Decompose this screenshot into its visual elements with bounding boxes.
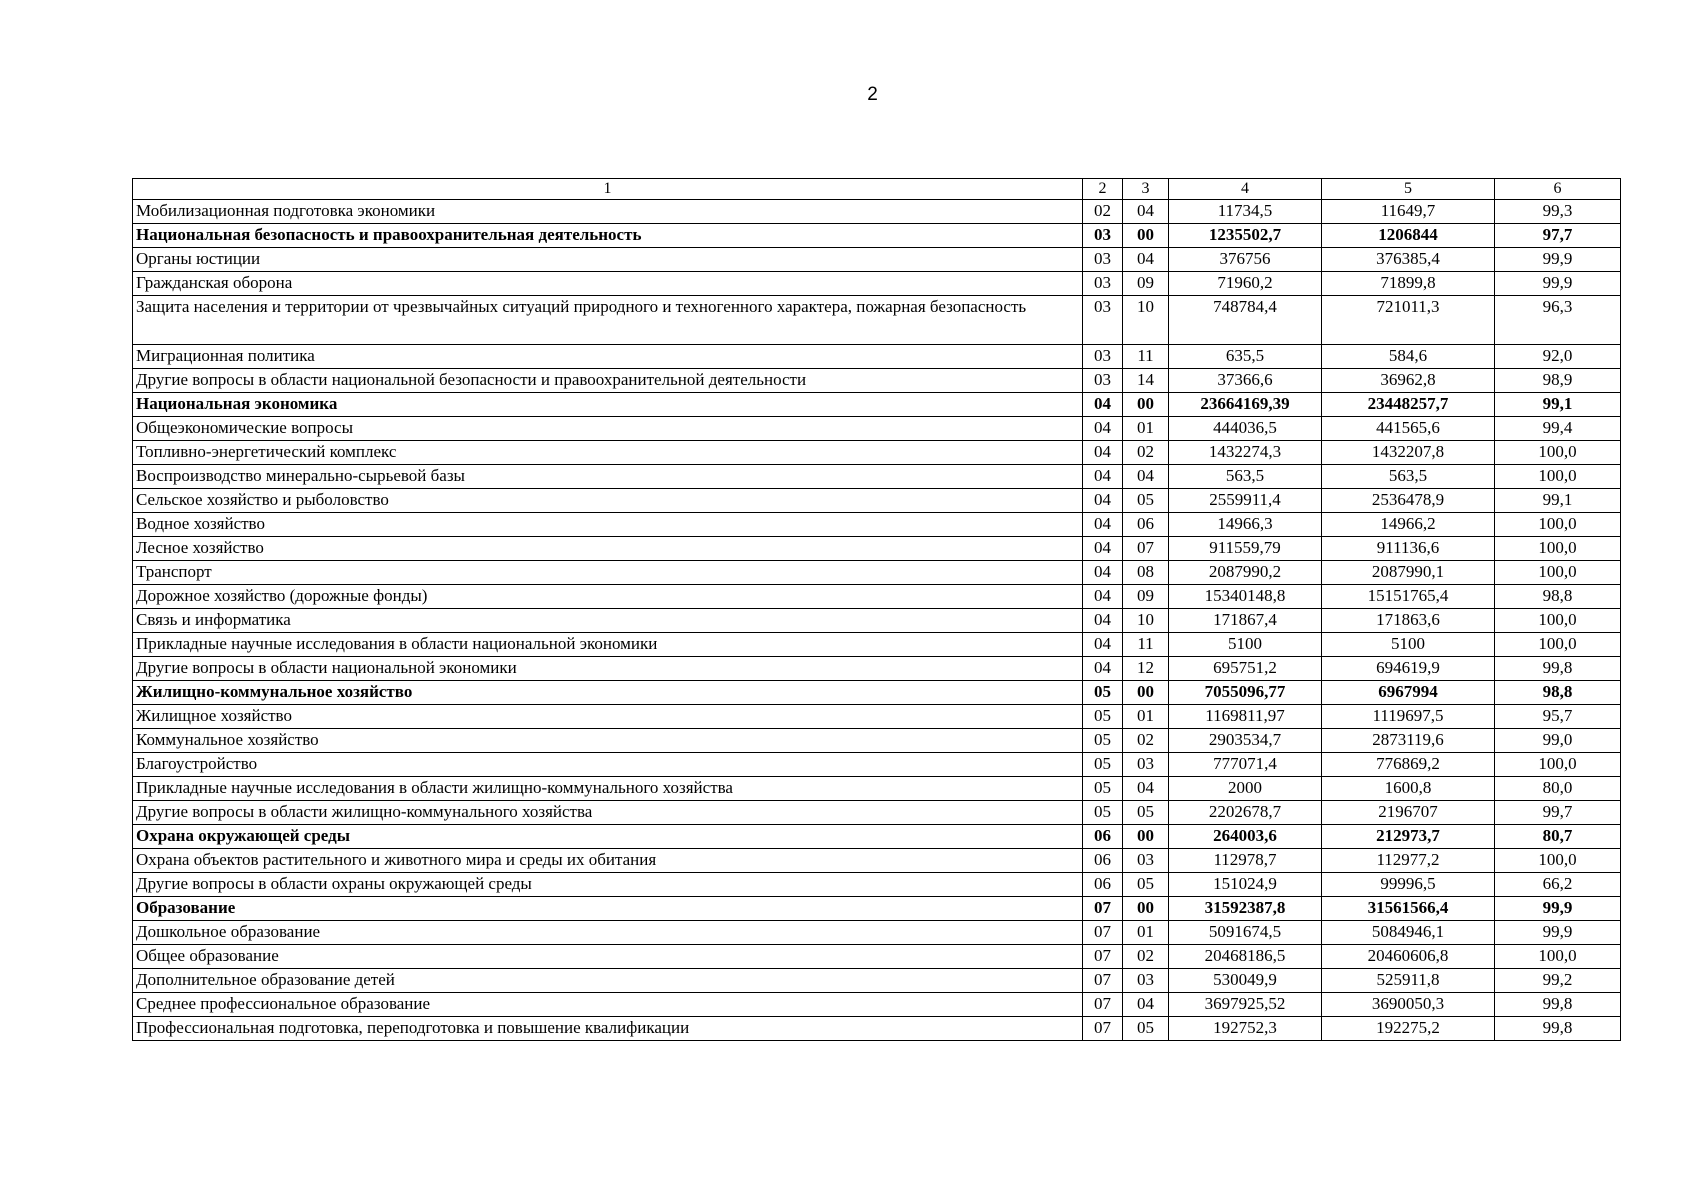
row-actual-value: 6967994 [1322, 681, 1495, 705]
row-percent: 99,4 [1495, 417, 1621, 441]
row-subsection-code: 00 [1123, 393, 1169, 417]
row-name: Профессиональная подготовка, переподготовка и повышение квалификации [133, 1017, 1083, 1041]
row-section-code: 07 [1083, 993, 1123, 1017]
row-actual-value: 20460606,8 [1322, 945, 1495, 969]
row-planned-value: 5091674,5 [1169, 921, 1322, 945]
row-percent: 80,7 [1495, 825, 1621, 849]
row-subsection-code: 02 [1123, 441, 1169, 465]
row-percent: 100,0 [1495, 441, 1621, 465]
row-percent: 99,1 [1495, 393, 1621, 417]
row-planned-value: 376756 [1169, 248, 1322, 272]
row-name: Коммунальное хозяйство [133, 729, 1083, 753]
row-section-code: 04 [1083, 417, 1123, 441]
row-subsection-code: 10 [1123, 296, 1169, 345]
row-percent: 99,8 [1495, 993, 1621, 1017]
row-name: Мобилизационная подготовка экономики [133, 200, 1083, 224]
row-name: Связь и информатика [133, 609, 1083, 633]
row-subsection-code: 06 [1123, 513, 1169, 537]
row-planned-value: 695751,2 [1169, 657, 1322, 681]
row-subsection-code: 00 [1123, 825, 1169, 849]
row-actual-value: 171863,6 [1322, 609, 1495, 633]
row-name: Лесное хозяйство [133, 537, 1083, 561]
table-header [133, 179, 1621, 200]
row-section-code: 07 [1083, 945, 1123, 969]
header-col-4: 4 [1169, 179, 1322, 200]
row-subsection-code: 11 [1123, 345, 1169, 369]
table-row [133, 489, 1621, 513]
row-actual-value: 36962,8 [1322, 369, 1495, 393]
row-actual-value: 911136,6 [1322, 537, 1495, 561]
row-percent: 99,0 [1495, 729, 1621, 753]
table-row [133, 993, 1621, 1017]
row-planned-value: 635,5 [1169, 345, 1322, 369]
row-subsection-code: 05 [1123, 489, 1169, 513]
row-planned-value: 171867,4 [1169, 609, 1322, 633]
row-percent: 98,8 [1495, 585, 1621, 609]
table-row [133, 921, 1621, 945]
table-row [133, 224, 1621, 248]
row-percent: 66,2 [1495, 873, 1621, 897]
header-col-3: 3 [1123, 179, 1169, 200]
row-name: Транспорт [133, 561, 1083, 585]
table-row [133, 272, 1621, 296]
row-percent: 99,9 [1495, 897, 1621, 921]
row-section-code: 04 [1083, 537, 1123, 561]
row-planned-value: 31592387,8 [1169, 897, 1322, 921]
table-row [133, 945, 1621, 969]
row-subsection-code: 01 [1123, 921, 1169, 945]
row-name: Охрана объектов растительного и животного мира и среды их обитания [133, 849, 1083, 873]
row-percent: 99,8 [1495, 1017, 1621, 1041]
row-actual-value: 5100 [1322, 633, 1495, 657]
table-row [133, 897, 1621, 921]
row-planned-value: 444036,5 [1169, 417, 1322, 441]
row-actual-value: 1432207,8 [1322, 441, 1495, 465]
row-subsection-code: 03 [1123, 753, 1169, 777]
row-section-code: 04 [1083, 585, 1123, 609]
row-name: Жилищное хозяйство [133, 705, 1083, 729]
row-section-code: 04 [1083, 465, 1123, 489]
row-planned-value: 1235502,7 [1169, 224, 1322, 248]
row-section-code: 04 [1083, 441, 1123, 465]
row-section-code: 04 [1083, 561, 1123, 585]
row-subsection-code: 00 [1123, 681, 1169, 705]
row-actual-value: 584,6 [1322, 345, 1495, 369]
row-actual-value: 2536478,9 [1322, 489, 1495, 513]
row-section-code: 03 [1083, 248, 1123, 272]
row-name: Миграционная политика [133, 345, 1083, 369]
row-name: Прикладные научные исследования в области жилищно-коммунального хозяйства [133, 777, 1083, 801]
row-planned-value: 2000 [1169, 777, 1322, 801]
page-number: 2 [867, 84, 878, 105]
row-actual-value: 5084946,1 [1322, 921, 1495, 945]
table-row [133, 705, 1621, 729]
row-planned-value: 23664169,39 [1169, 393, 1322, 417]
table-row [133, 200, 1621, 224]
row-planned-value: 71960,2 [1169, 272, 1322, 296]
header-col-1: 1 [133, 179, 1083, 200]
row-percent: 100,0 [1495, 753, 1621, 777]
row-section-code: 05 [1083, 729, 1123, 753]
row-name: Другие вопросы в области охраны окружающей среды [133, 873, 1083, 897]
row-subsection-code: 04 [1123, 248, 1169, 272]
row-section-code: 03 [1083, 369, 1123, 393]
header-col-5: 5 [1322, 179, 1495, 200]
row-actual-value: 192275,2 [1322, 1017, 1495, 1041]
row-planned-value: 14966,3 [1169, 513, 1322, 537]
row-planned-value: 7055096,77 [1169, 681, 1322, 705]
row-subsection-code: 10 [1123, 609, 1169, 633]
row-section-code: 02 [1083, 200, 1123, 224]
table-row [133, 633, 1621, 657]
row-name: Защита населения и территории от чрезвычайных ситуаций природного и техногенного характера, пожарная безопасность [133, 296, 1083, 345]
header-row [133, 179, 1621, 200]
row-planned-value: 192752,3 [1169, 1017, 1322, 1041]
row-actual-value: 2087990,1 [1322, 561, 1495, 585]
row-subsection-code: 05 [1123, 1017, 1169, 1041]
row-percent: 99,8 [1495, 657, 1621, 681]
row-percent: 99,1 [1495, 489, 1621, 513]
row-percent: 99,3 [1495, 200, 1621, 224]
row-percent: 100,0 [1495, 945, 1621, 969]
row-name: Сельское хозяйство и рыболовство [133, 489, 1083, 513]
row-planned-value: 3697925,52 [1169, 993, 1322, 1017]
row-percent: 100,0 [1495, 465, 1621, 489]
row-percent: 95,7 [1495, 705, 1621, 729]
row-percent: 92,0 [1495, 345, 1621, 369]
row-section-code: 03 [1083, 345, 1123, 369]
row-actual-value: 721011,3 [1322, 296, 1495, 345]
table-row [133, 753, 1621, 777]
table-row [133, 849, 1621, 873]
row-planned-value: 1432274,3 [1169, 441, 1322, 465]
row-section-code: 04 [1083, 393, 1123, 417]
table-row [133, 681, 1621, 705]
row-name: Другие вопросы в области национальной безопасности и правоохранительной деятельности [133, 369, 1083, 393]
row-subsection-code: 03 [1123, 849, 1169, 873]
row-actual-value: 1600,8 [1322, 777, 1495, 801]
row-percent: 100,0 [1495, 849, 1621, 873]
row-percent: 100,0 [1495, 537, 1621, 561]
row-section-code: 04 [1083, 657, 1123, 681]
row-percent: 99,9 [1495, 921, 1621, 945]
budget-table [132, 178, 1621, 1041]
table-row [133, 441, 1621, 465]
row-subsection-code: 09 [1123, 272, 1169, 296]
row-section-code: 06 [1083, 825, 1123, 849]
table-row [133, 345, 1621, 369]
row-name: Дорожное хозяйство (дорожные фонды) [133, 585, 1083, 609]
row-name: Топливно-энергетический комплекс [133, 441, 1083, 465]
row-actual-value: 11649,7 [1322, 200, 1495, 224]
row-percent: 98,9 [1495, 369, 1621, 393]
row-subsection-code: 08 [1123, 561, 1169, 585]
row-name: Другие вопросы в области национальной экономики [133, 657, 1083, 681]
row-actual-value: 2196707 [1322, 801, 1495, 825]
row-subsection-code: 00 [1123, 224, 1169, 248]
table-row [133, 801, 1621, 825]
row-planned-value: 911559,79 [1169, 537, 1322, 561]
row-actual-value: 376385,4 [1322, 248, 1495, 272]
row-percent: 99,9 [1495, 272, 1621, 296]
row-name: Среднее профессиональное образование [133, 993, 1083, 1017]
row-name: Водное хозяйство [133, 513, 1083, 537]
row-actual-value: 23448257,7 [1322, 393, 1495, 417]
table-row [133, 1017, 1621, 1041]
row-actual-value: 441565,6 [1322, 417, 1495, 441]
row-name: Общее образование [133, 945, 1083, 969]
row-percent: 99,7 [1495, 801, 1621, 825]
row-percent: 100,0 [1495, 513, 1621, 537]
row-actual-value: 563,5 [1322, 465, 1495, 489]
row-subsection-code: 11 [1123, 633, 1169, 657]
row-percent: 99,9 [1495, 248, 1621, 272]
row-percent: 96,3 [1495, 296, 1621, 345]
row-percent: 100,0 [1495, 609, 1621, 633]
row-planned-value: 20468186,5 [1169, 945, 1322, 969]
row-name: Благоустройство [133, 753, 1083, 777]
row-section-code: 03 [1083, 272, 1123, 296]
row-section-code: 07 [1083, 897, 1123, 921]
row-name: Прикладные научные исследования в области национальной экономики [133, 633, 1083, 657]
row-name: Общеэкономические вопросы [133, 417, 1083, 441]
row-name: Жилищно-коммунальное хозяйство [133, 681, 1083, 705]
row-section-code: 04 [1083, 513, 1123, 537]
row-section-code: 05 [1083, 705, 1123, 729]
row-planned-value: 2202678,7 [1169, 801, 1322, 825]
row-name: Национальная экономика [133, 393, 1083, 417]
row-planned-value: 151024,9 [1169, 873, 1322, 897]
row-actual-value: 71899,8 [1322, 272, 1495, 296]
row-actual-value: 14966,2 [1322, 513, 1495, 537]
row-percent: 80,0 [1495, 777, 1621, 801]
table-body [133, 200, 1621, 1041]
row-section-code: 07 [1083, 969, 1123, 993]
row-percent: 99,2 [1495, 969, 1621, 993]
row-actual-value: 15151765,4 [1322, 585, 1495, 609]
row-section-code: 05 [1083, 801, 1123, 825]
table-row [133, 393, 1621, 417]
table-row [133, 729, 1621, 753]
row-subsection-code: 07 [1123, 537, 1169, 561]
row-name: Дополнительное образование детей [133, 969, 1083, 993]
row-section-code: 05 [1083, 753, 1123, 777]
row-subsection-code: 04 [1123, 465, 1169, 489]
row-actual-value: 525911,8 [1322, 969, 1495, 993]
row-percent: 100,0 [1495, 561, 1621, 585]
header-col-6: 6 [1495, 179, 1621, 200]
row-section-code: 07 [1083, 1017, 1123, 1041]
row-subsection-code: 05 [1123, 873, 1169, 897]
row-subsection-code: 01 [1123, 705, 1169, 729]
table-row [133, 513, 1621, 537]
table-row [133, 561, 1621, 585]
row-planned-value: 2087990,2 [1169, 561, 1322, 585]
table-row [133, 825, 1621, 849]
row-subsection-code: 04 [1123, 200, 1169, 224]
row-subsection-code: 04 [1123, 993, 1169, 1017]
row-actual-value: 1119697,5 [1322, 705, 1495, 729]
row-subsection-code: 02 [1123, 729, 1169, 753]
table-row [133, 369, 1621, 393]
table-row [133, 417, 1621, 441]
row-subsection-code: 09 [1123, 585, 1169, 609]
budget-table-container [132, 178, 1620, 1041]
table-row [133, 296, 1621, 345]
row-planned-value: 15340148,8 [1169, 585, 1322, 609]
row-section-code: 05 [1083, 681, 1123, 705]
row-planned-value: 563,5 [1169, 465, 1322, 489]
row-section-code: 06 [1083, 849, 1123, 873]
row-section-code: 05 [1083, 777, 1123, 801]
row-name: Образование [133, 897, 1083, 921]
row-name: Другие вопросы в области жилищно-коммунального хозяйства [133, 801, 1083, 825]
row-name: Охрана окружающей среды [133, 825, 1083, 849]
row-section-code: 03 [1083, 224, 1123, 248]
row-subsection-code: 04 [1123, 777, 1169, 801]
row-section-code: 06 [1083, 873, 1123, 897]
table-row [133, 609, 1621, 633]
table-row [133, 777, 1621, 801]
row-actual-value: 776869,2 [1322, 753, 1495, 777]
row-planned-value: 37366,6 [1169, 369, 1322, 393]
row-planned-value: 2903534,7 [1169, 729, 1322, 753]
table-row [133, 537, 1621, 561]
row-subsection-code: 14 [1123, 369, 1169, 393]
row-section-code: 04 [1083, 609, 1123, 633]
table-row [133, 248, 1621, 272]
row-name: Гражданская оборона [133, 272, 1083, 296]
row-planned-value: 5100 [1169, 633, 1322, 657]
table-row [133, 873, 1621, 897]
row-section-code: 04 [1083, 633, 1123, 657]
table-row [133, 969, 1621, 993]
row-subsection-code: 00 [1123, 897, 1169, 921]
row-actual-value: 212973,7 [1322, 825, 1495, 849]
row-planned-value: 2559911,4 [1169, 489, 1322, 513]
row-name: Органы юстиции [133, 248, 1083, 272]
row-subsection-code: 03 [1123, 969, 1169, 993]
row-planned-value: 11734,5 [1169, 200, 1322, 224]
row-section-code: 07 [1083, 921, 1123, 945]
row-actual-value: 99996,5 [1322, 873, 1495, 897]
row-name: Национальная безопасность и правоохранительная деятельность [133, 224, 1083, 248]
row-planned-value: 777071,4 [1169, 753, 1322, 777]
header-col-2: 2 [1083, 179, 1123, 200]
row-actual-value: 694619,9 [1322, 657, 1495, 681]
row-planned-value: 1169811,97 [1169, 705, 1322, 729]
row-planned-value: 264003,6 [1169, 825, 1322, 849]
row-subsection-code: 12 [1123, 657, 1169, 681]
row-name: Воспроизводство минерально-сырьевой базы [133, 465, 1083, 489]
row-planned-value: 112978,7 [1169, 849, 1322, 873]
row-planned-value: 530049,9 [1169, 969, 1322, 993]
row-percent: 98,8 [1495, 681, 1621, 705]
row-planned-value: 748784,4 [1169, 296, 1322, 345]
row-percent: 100,0 [1495, 633, 1621, 657]
row-name: Дошкольное образование [133, 921, 1083, 945]
row-actual-value: 1206844 [1322, 224, 1495, 248]
row-actual-value: 2873119,6 [1322, 729, 1495, 753]
row-actual-value: 31561566,4 [1322, 897, 1495, 921]
row-subsection-code: 01 [1123, 417, 1169, 441]
table-row [133, 585, 1621, 609]
row-subsection-code: 05 [1123, 801, 1169, 825]
table-row [133, 657, 1621, 681]
row-subsection-code: 02 [1123, 945, 1169, 969]
row-actual-value: 112977,2 [1322, 849, 1495, 873]
table-row [133, 465, 1621, 489]
row-section-code: 04 [1083, 489, 1123, 513]
row-section-code: 03 [1083, 296, 1123, 345]
row-percent: 97,7 [1495, 224, 1621, 248]
row-actual-value: 3690050,3 [1322, 993, 1495, 1017]
